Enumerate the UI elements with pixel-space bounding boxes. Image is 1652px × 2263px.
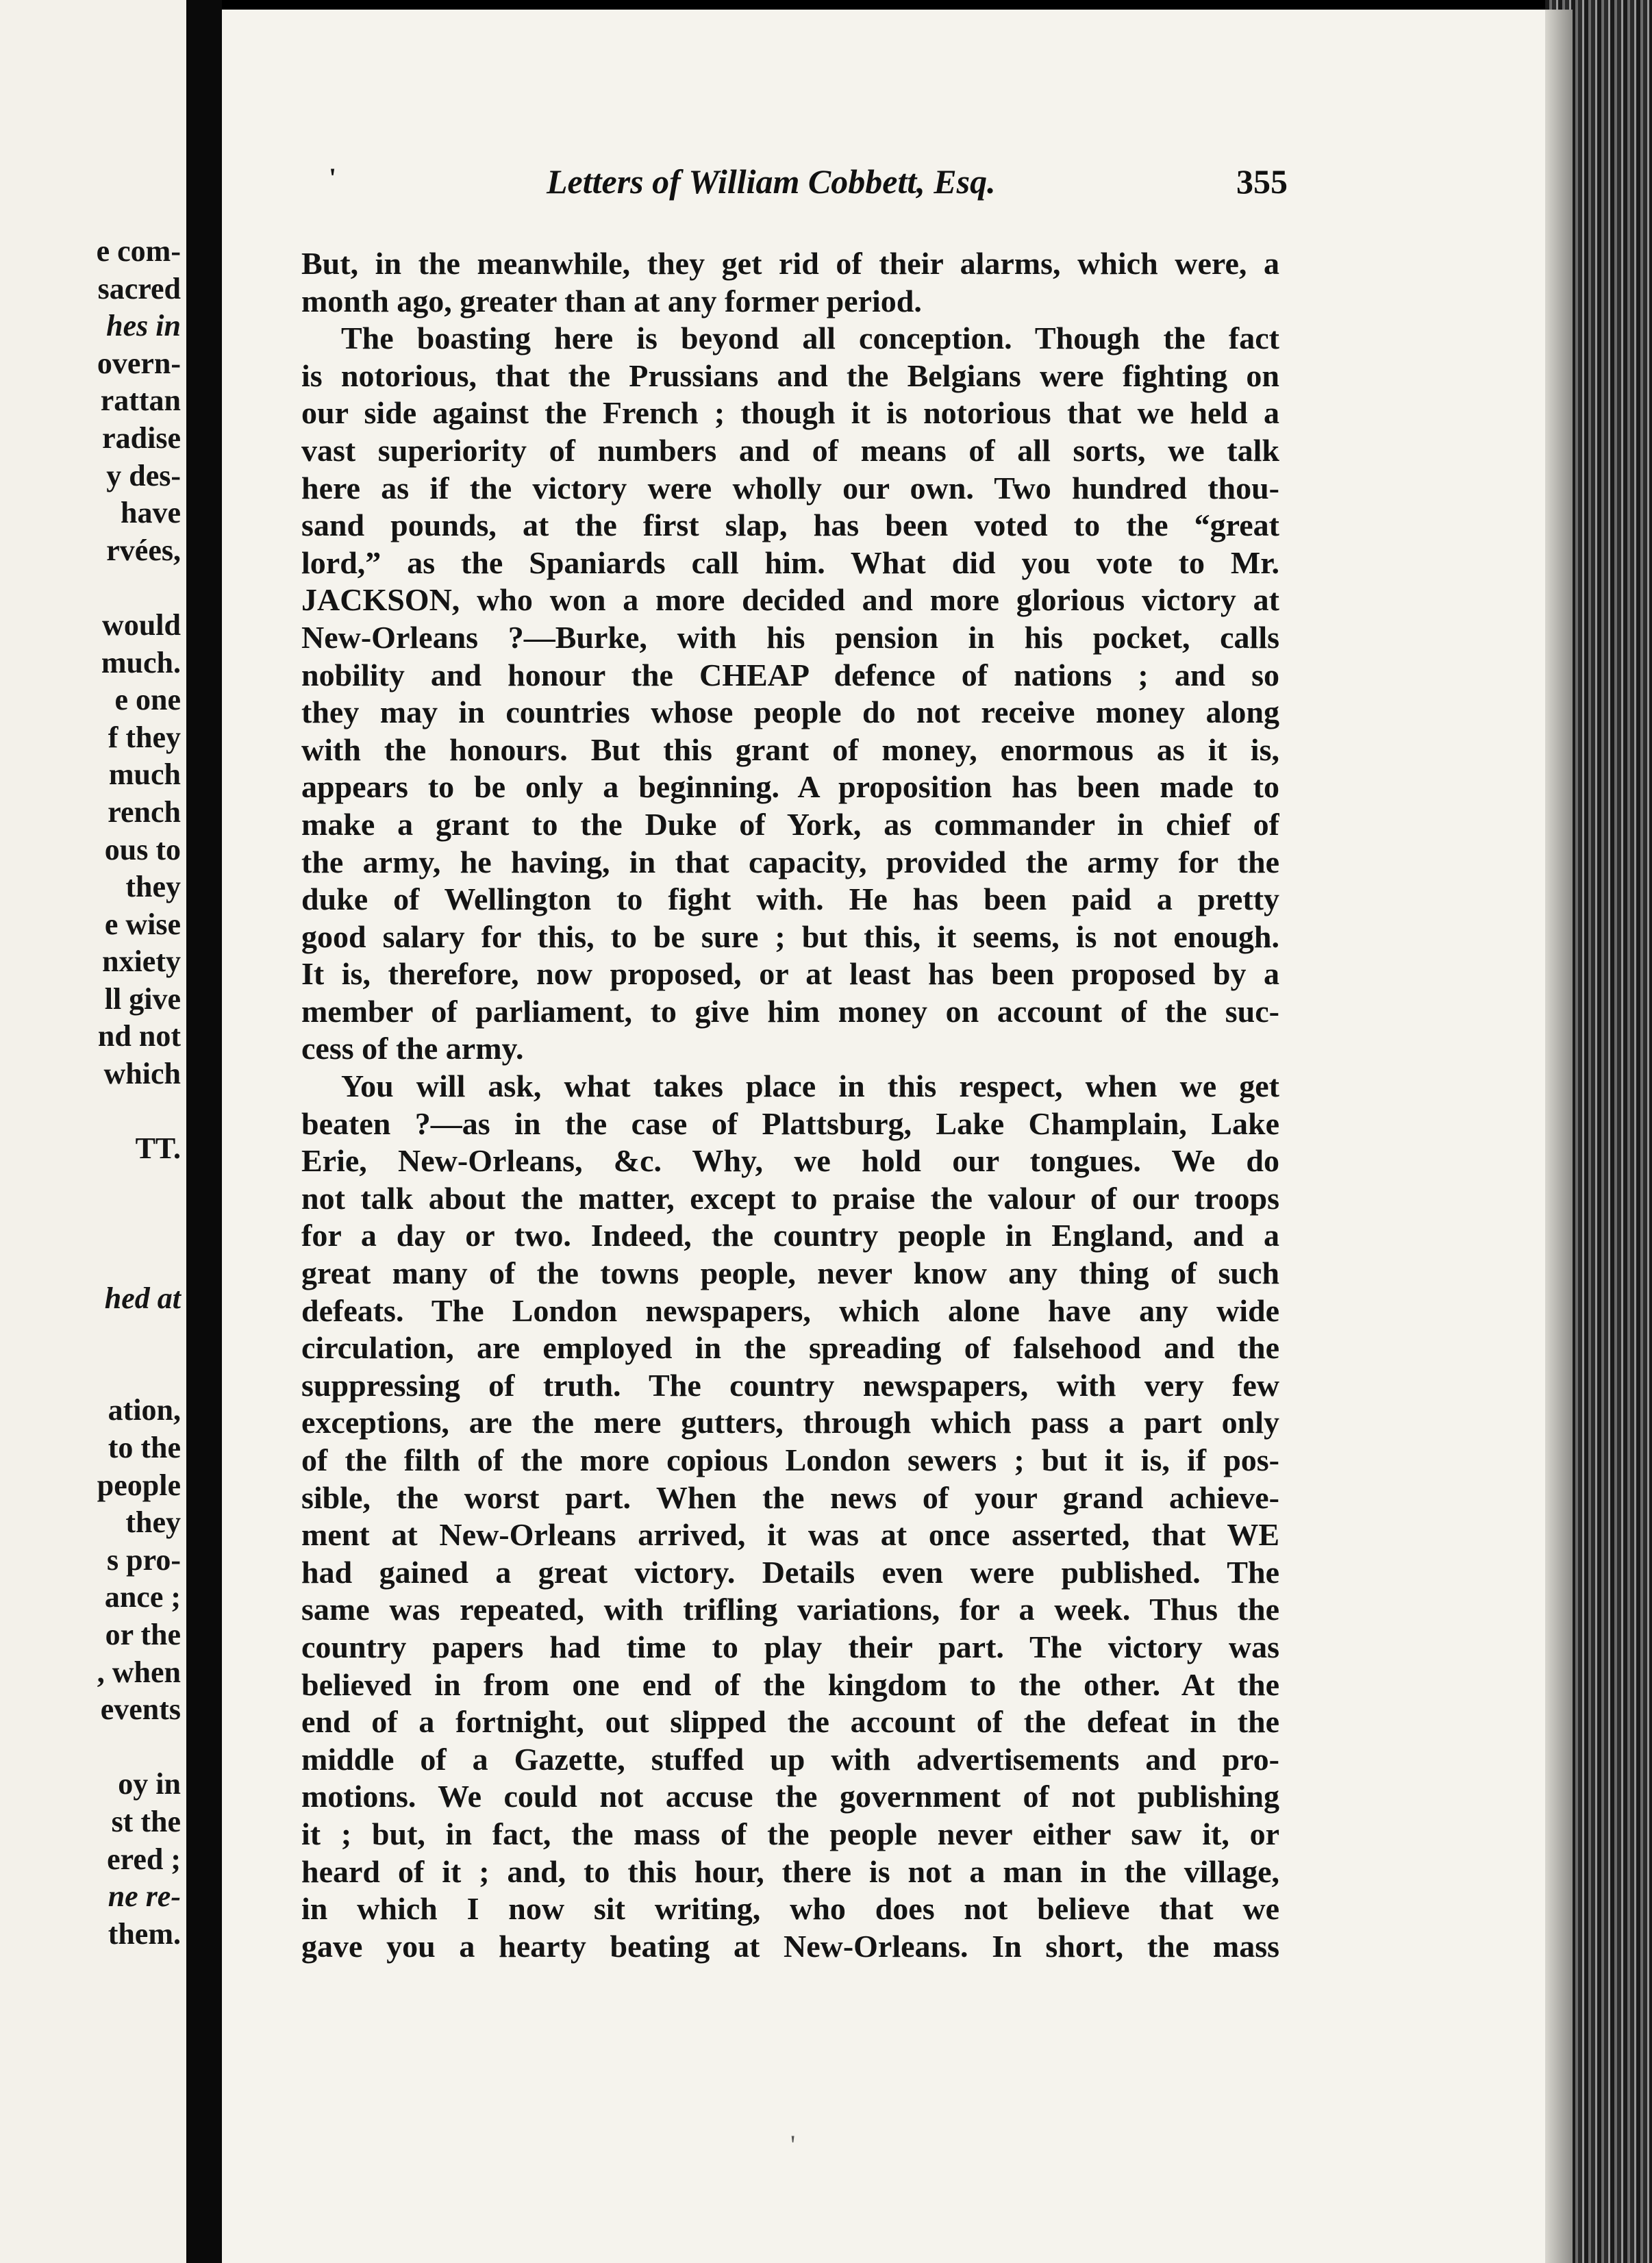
page-number: 355 (1236, 162, 1288, 201)
text-line: they may in countries whose people do not receive money along (301, 695, 1279, 730)
previous-page-line (0, 1729, 181, 1766)
previous-page-line: rvées, (106, 533, 181, 567)
previous-page-line: e com- (96, 234, 181, 268)
previous-page-line (0, 1242, 181, 1280)
previous-page-line: which (103, 1057, 181, 1091)
text-line: member of parliament, to give him money on account of the suc- (301, 993, 1279, 1029)
previous-page-line (0, 1317, 181, 1355)
previous-page-line: have (121, 496, 181, 530)
footer-mark: ' (790, 2129, 796, 2160)
previous-page-line: rench (108, 795, 181, 829)
previous-page-line: y des- (106, 458, 181, 492)
text-line: believed in from one end of the kingdom to the other. At the (301, 1666, 1279, 1702)
running-head-title: Letters of William Cobbett, Esq. (547, 162, 996, 201)
text-line: You will ask, what takes place in this respect, when we get (341, 1068, 1279, 1104)
previous-page-line: radise (102, 421, 181, 455)
previous-page-line: TT. (135, 1132, 181, 1166)
previous-page-line (0, 1205, 181, 1242)
text-line: of the filth of the more copious London sewers ; but it is, if pos- (301, 1442, 1279, 1477)
text-line: exceptions, are the mere gutters, through which pass a part only (301, 1405, 1279, 1440)
previous-page-line: , when (97, 1655, 181, 1689)
text-line: sible, the worst part. When the news of your grand achieve- (301, 1479, 1279, 1515)
text-line: lord,” as the Spaniards call him. What did you vote to Mr. (301, 545, 1279, 580)
text-line: The boasting here is beyond all conception. Though the fact (341, 321, 1279, 356)
previous-page-line: ation, (108, 1393, 181, 1427)
previous-page-line: rattan (100, 384, 181, 418)
previous-page-line: hed at (104, 1281, 181, 1315)
text-line: our side against the French ; though it is notorious that we held a (301, 395, 1279, 431)
previous-page-line: or the (105, 1617, 181, 1651)
text-line: heard of it ; and, to this hour, there is not a man in the village, (301, 1853, 1279, 1889)
previous-page-line: f they (108, 720, 181, 754)
previous-page-line: to the (108, 1431, 181, 1464)
previous-page-line (0, 569, 181, 607)
text-line: with the honours. But this grant of money, enormous as it is, (301, 732, 1279, 767)
page-edge-shadow (1545, 10, 1573, 2263)
text-line: But, in the meanwhile, they get rid of their alarms, which were, a (301, 246, 1279, 281)
previous-page-line: st the (111, 1804, 181, 1838)
previous-page-line: hes in (106, 309, 181, 343)
previous-page-line: much (108, 758, 181, 792)
previous-page-line: ered ; (107, 1842, 181, 1876)
text-line: It is, therefore, now proposed, or at least has been proposed by a (301, 956, 1279, 992)
text-line: appears to be only a beginning. A proposition has been made to (301, 769, 1279, 805)
previous-page-line: would (102, 608, 181, 642)
previous-page-line: they (125, 870, 181, 904)
previous-page-line: they (125, 1505, 181, 1540)
text-line: duke of Wellington to fight with. He has been paid a pretty (301, 882, 1279, 917)
text-line: cess of the army. (301, 1031, 524, 1066)
previous-page-line: ance ; (104, 1580, 181, 1614)
text-line: it ; but, in fact, the mass of the people never either saw it, or (301, 1816, 1279, 1851)
text-line: gave you a hearty beating at New-Orleans. In short, the mass (301, 1928, 1279, 1964)
text-line: good salary for this, to be sure ; but this, it seems, is not enough. (301, 918, 1279, 954)
text-line: end of a fortnight, out slipped the account of the defeat in the (301, 1704, 1279, 1740)
previous-page-line: e wise (104, 907, 181, 941)
previous-page-line: ne re- (108, 1879, 181, 1914)
previous-page-edge (0, 0, 186, 2263)
text-line: beaten ?—as in the case of Plattsburg, Lake Champlain, Lake (301, 1105, 1279, 1141)
body-text (301, 245, 1279, 1965)
text-line: middle of a Gazette, stuffed up with advertisements and pro- (301, 1741, 1279, 1777)
previous-page-line: people (97, 1468, 181, 1502)
text-line: motions. We could not accuse the government of not publishing (301, 1779, 1279, 1814)
previous-page-text (0, 233, 181, 1953)
previous-page-line: ll give (104, 982, 181, 1016)
previous-page-line (0, 1355, 181, 1392)
text-line: is notorious, that the Prussians and the Belgians were fighting on (301, 358, 1279, 393)
text-line: New-Orleans ?—Burke, with his pension in his pocket, calls (301, 619, 1279, 655)
text-line: ment at New-Orleans arrived, it was at once asserted, that WE (301, 1517, 1279, 1553)
text-line: in which I now sit writing, who does not believe that we (301, 1891, 1279, 1927)
previous-page-line (0, 1168, 181, 1205)
text-line: JACKSON, who won a more decided and more glorious victory at (301, 582, 1279, 618)
text-line: month ago, greater than at any former period. (301, 283, 922, 318)
text-line: great many of the towns people, never know any thing of such (301, 1255, 1279, 1291)
head-mark: ' (329, 162, 337, 193)
previous-page-line: ous to (104, 832, 181, 866)
previous-page-line: oy in (118, 1767, 181, 1801)
text-line: defeats. The London newspapers, which alone have any wide (301, 1292, 1279, 1328)
previous-page-line: nd not (97, 1019, 181, 1053)
previous-page-line: them. (108, 1916, 181, 1951)
previous-page-line: nxiety (102, 945, 181, 979)
text-line: suppressing of truth. The country newspapers, with very few (301, 1367, 1279, 1403)
text-line: the army, he having, in that capacity, provided the army for the (301, 844, 1279, 879)
previous-page-line: s pro- (107, 1542, 181, 1577)
text-line: same was repeated, with trifling variations, for a week. Thus the (301, 1592, 1279, 1627)
text-line: vast superiority of numbers and of means of all sorts, we talk (301, 432, 1279, 468)
text-line: Erie, New-Orleans, &c. Why, we hold our tongues. We do (301, 1143, 1279, 1179)
book-gutter (186, 0, 222, 2263)
text-line: country papers had time to play their part. The victory was (301, 1629, 1279, 1664)
text-line: nobility and honour the CHEAP defence of nations ; and so (301, 657, 1279, 692)
previous-page-line: much. (101, 645, 181, 679)
text-line: had gained a great victory. Details even were published. The (301, 1554, 1279, 1590)
text-line: here as if the victory were wholly our own. Two hundred thou- (301, 470, 1279, 505)
running-head (329, 162, 1288, 210)
text-line: for a day or two. Indeed, the country people in England, and a (301, 1218, 1279, 1253)
previous-page-line: sacred (97, 271, 181, 305)
previous-page-line (0, 1093, 181, 1131)
text-line: sand pounds, at the first slap, has been voted to the “great (301, 508, 1279, 543)
previous-page-line: events (100, 1692, 181, 1727)
text-line: circulation, are employed in the spreading of falsehood and the (301, 1330, 1279, 1366)
previous-page-line: overn- (97, 346, 181, 380)
text-line: not talk about the matter, except to praise the valour of our troops (301, 1180, 1279, 1216)
text-line: make a grant to the Duke of York, as commander in chief of (301, 806, 1279, 842)
previous-page-line: e one (114, 683, 181, 717)
